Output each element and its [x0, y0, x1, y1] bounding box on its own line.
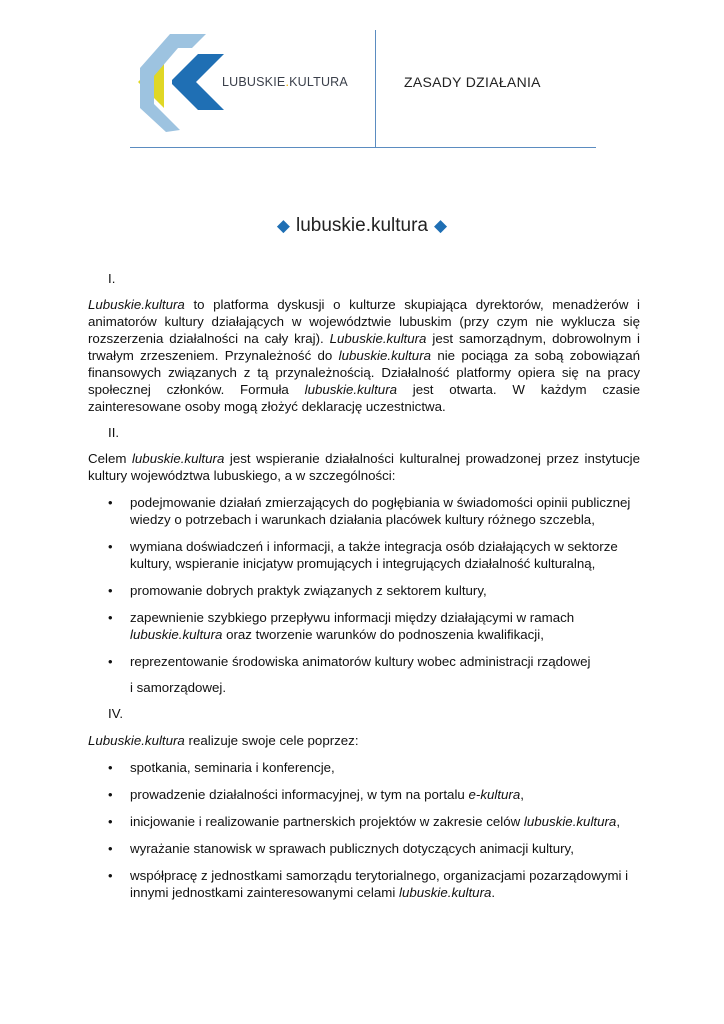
section-heading-2: II.: [108, 425, 120, 440]
paragraph-intro: Lubuskie.kultura to platforma dyskusji o kulturze skupiająca dyrektorów, menadżerów i animatorów kultury działających w województwie lubuskim (przy czym nie wyklucza się rozszerzenia działalności na cały kraj). Lubuskie.kultura jest samorządnym, dobrowolnym i trwałym zrzeszeniem. Przynależność do lubuskie.kultura nie pociąga za sobą zobowiązań finansowych związanych z tą przynależnością. Działalność platformy opiera się na pracy społecznej członków. Formuła lubuskie.kultura jest otwarta. W każdym czasie zainteresowane osoby mogą złożyć deklarację uczestnictwa.: [88, 297, 641, 414]
means-list: [88, 759, 640, 901]
document-title-text: lubuskie.kultura: [295, 215, 429, 236]
list-item: • reprezentowanie środowiska animatorów kultury wobec administracji rządowej: [88, 653, 640, 670]
logo-dark-blue-shape: [172, 54, 224, 110]
page-header: [0, 0, 724, 160]
paragraph-goals: Celem lubuskie.kultura jest wspieranie działalności kulturalnej prowadzonej przez instytucje kultury województwa lubuskiego, a w szczególności:: [88, 451, 640, 483]
list-item: • promowanie dobrych praktyk związanych z sektorem kultury,: [88, 582, 640, 599]
list-item: • wyrażanie stanowisk w sprawach publicznych dotyczących animacji kultury,: [88, 840, 640, 857]
diamond-icon: ◆: [276, 216, 290, 235]
document-body: [88, 270, 640, 911]
header-horizontal-divider: [130, 147, 596, 148]
section-heading-1: I.: [108, 271, 116, 286]
paragraph-means: Lubuskie.kultura realizuje swoje cele poprzez:: [88, 733, 359, 748]
list-item: • wymiana doświadczeń i informacji, a także integracja osób działających w sektorze kultury, wspieranie inicjatyw promujących i integrujących działalność kulturalną,: [88, 538, 640, 572]
header-title: ZASADY DZIAŁANIA: [404, 74, 541, 90]
list-item: • prowadzenie działalności informacyjnej, w tym na portalu e-kultura,: [88, 786, 640, 803]
list-item: • podejmowanie działań zmierzających do pogłębiania w świadomości opinii publicznej wiedzy o potrzebach i warunkach działania placówek kultury różnego szczebla,: [88, 494, 640, 528]
diamond-icon: ◆: [434, 216, 448, 235]
brand-wordmark: LUBUSKIE.KULTURA: [222, 75, 348, 89]
list-item: • inicjowanie i realizowanie partnerskich projektów w zakresie celów lubuskie.kultura,: [88, 813, 640, 830]
goals-list: [88, 494, 640, 670]
list-item-continuation: i samorządowej.: [130, 680, 227, 695]
document-title: [0, 215, 724, 237]
section-heading-4: IV.: [108, 706, 124, 721]
header-vertical-divider: [375, 30, 376, 148]
list-item: • spotkania, seminaria i konferencje,: [88, 759, 640, 776]
lubuskie-kultura-logo: [136, 28, 228, 134]
list-item: • współpracę z jednostkami samorządu terytorialnego, organizacjami pozarządowymi i innymi jednostkami zainteresowanymi celami lubuskie.kultura.: [88, 867, 640, 901]
list-item: • zapewnienie szybkiego przepływu informacji między działającymi w ramach lubuskie.kultura oraz tworzenie warunków do podnoszenia kwalifikacji,: [88, 609, 640, 643]
